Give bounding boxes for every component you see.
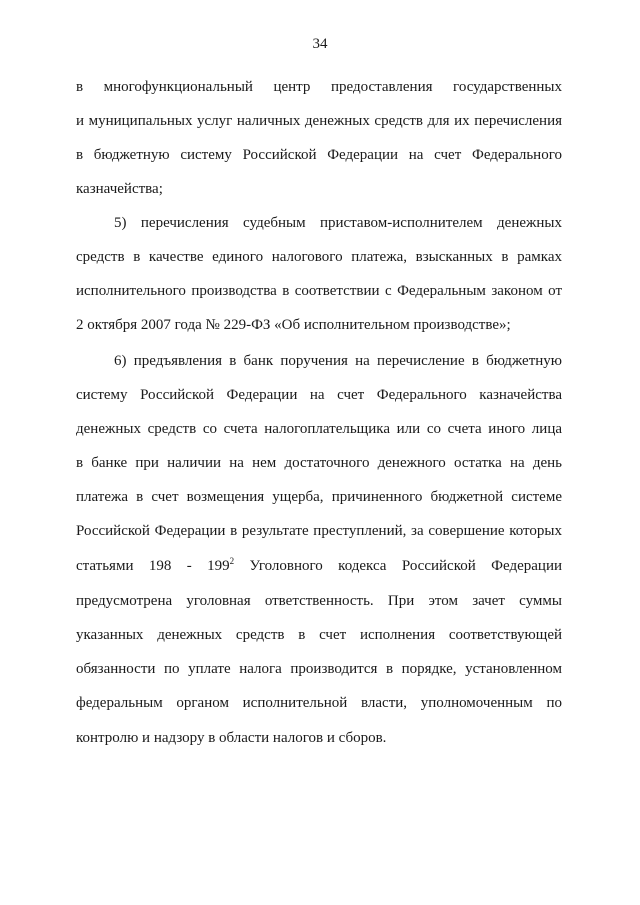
text-line-with-superscript bbox=[76, 556, 562, 576]
text-line: указанных денежных средств в счет исполнения соответствующей bbox=[76, 627, 562, 643]
text-line: Российской Федерации в результате преступлений, за совершение которых bbox=[76, 523, 562, 539]
line-text-before: статьями 198 - 199 bbox=[76, 558, 230, 574]
text-line: казначейства; bbox=[76, 181, 163, 197]
text-line: платежа в счет возмещения ущерба, причиненного бюджетной системе bbox=[76, 489, 562, 505]
text-line: контролю и надзору в области налогов и сборов. bbox=[76, 730, 387, 746]
text-line: систему Российской Федерации на счет Федерального казначейства bbox=[76, 387, 562, 403]
text-line: обязанности по уплате налога производится в порядке, установленном bbox=[76, 661, 562, 677]
text-line: в бюджетную систему Российской Федерации на счет Федерального bbox=[76, 147, 562, 163]
text-line: 2 октября 2007 года № 229-ФЗ «Об исполнительном производстве»; bbox=[76, 317, 511, 333]
text-line: 5) перечисления судебным приставом-исполнителем денежных bbox=[114, 215, 562, 231]
page-number: 34 bbox=[312, 36, 328, 52]
text-line: исполнительного производства в соответствии с Федеральным законом от bbox=[76, 283, 562, 299]
text-line: федеральным органом исполнительной власти, уполномоченным по bbox=[76, 695, 562, 711]
text-line: предусмотрена уголовная ответственность. При этом зачет суммы bbox=[76, 593, 562, 609]
superscript: 2 bbox=[229, 556, 235, 566]
text-line: в многофункциональный центр предоставления государственных bbox=[76, 79, 562, 95]
text-line: в банке при наличии на нем достаточного денежного остатка на день bbox=[76, 455, 562, 471]
text-line: средств в качестве единого налогового платежа, взысканных в рамках bbox=[76, 249, 562, 265]
text-line: денежных средств со счета налогоплательщика или со счета иного лица bbox=[76, 421, 562, 437]
text-line: и муниципальных услуг наличных денежных средств для их перечисления bbox=[76, 113, 562, 129]
line-text-after: Уголовного кодекса Российской Федерации bbox=[234, 558, 562, 574]
text-line: 6) предъявления в банк поручения на перечисление в бюджетную bbox=[114, 353, 562, 369]
